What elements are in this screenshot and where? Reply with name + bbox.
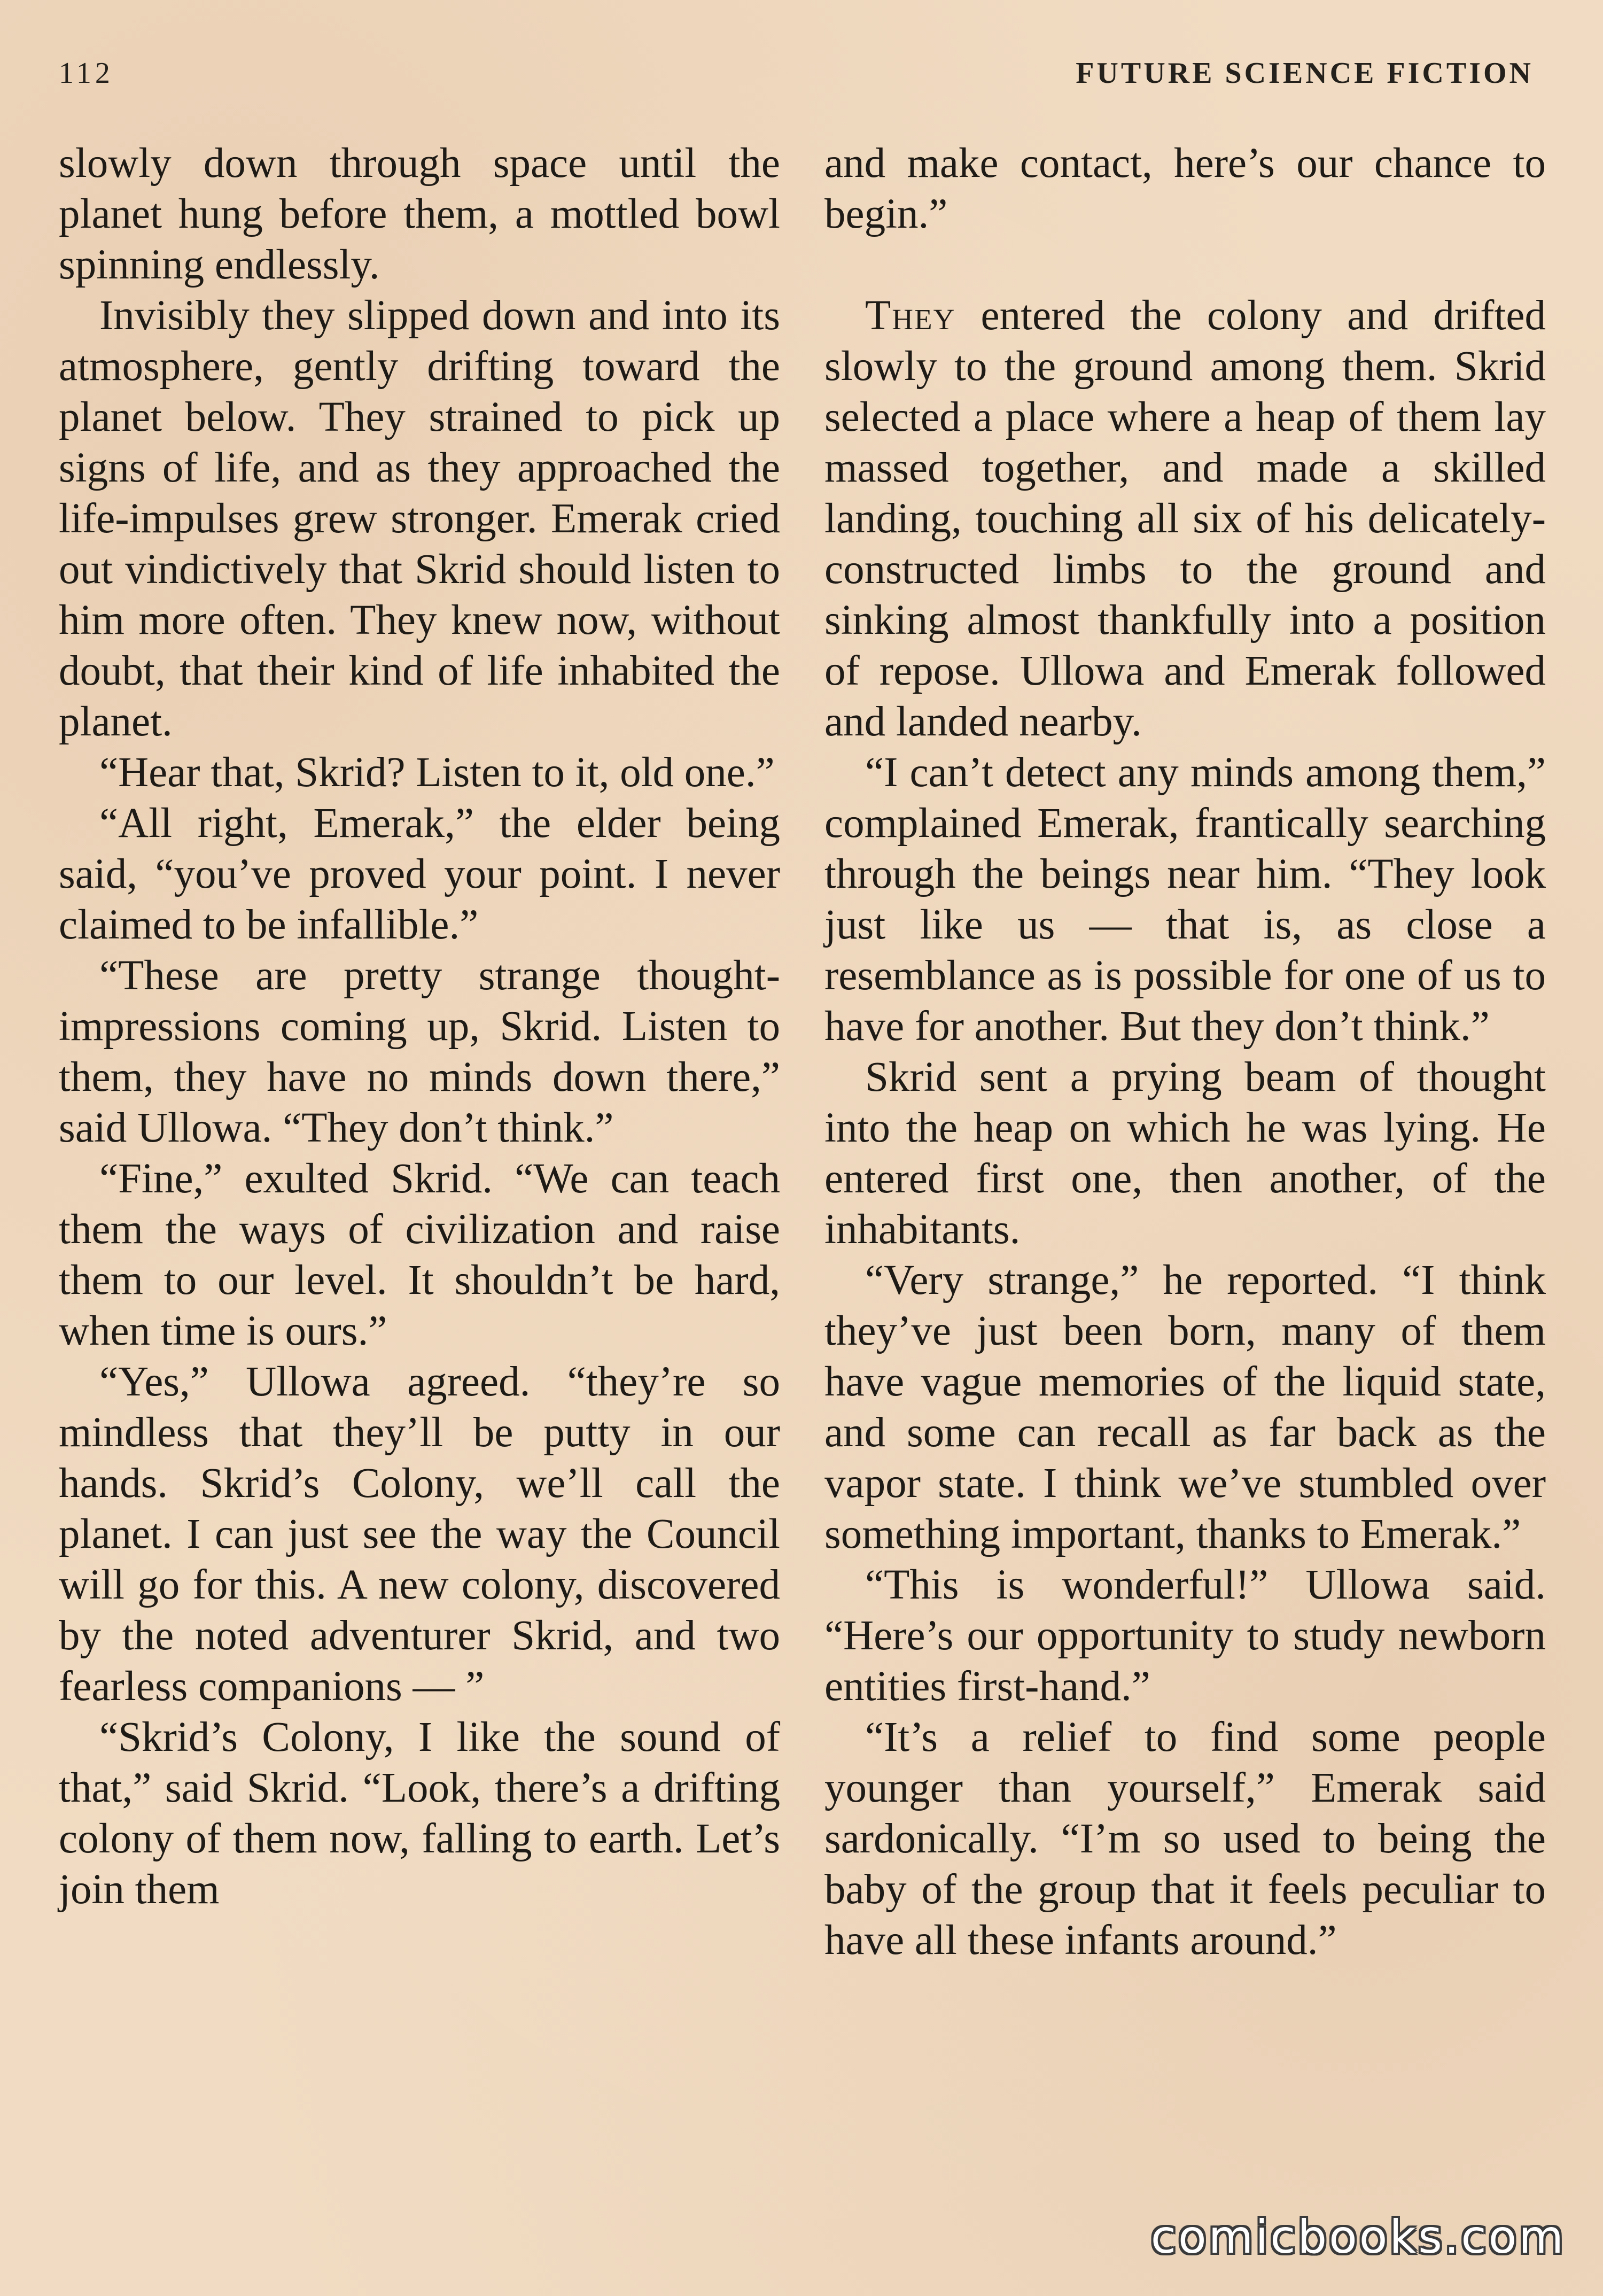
left-paragraph: “Yes,” Ullowa agreed. “they’re so mindless that they’ll be putty in our hands. Skrid’s Colony, we’ll call the planet. I can just see the way the Council will go for this. A new colony, discovered by the noted adventurer Skrid, and two fearless companions — ” [59, 1359, 780, 1710]
right-paragraph: Skrid sent a prying beam of thought into the heap on which he was lying. He entered first one, then another, of the inhabitants. [824, 1054, 1546, 1253]
running-head [59, 56, 1534, 104]
site-watermark: comicbooks.com [1150, 2210, 1566, 2264]
left-paragraph-continued: slowly down through space until the planet hung before them, a mottled bowl spinning endlessly. [59, 140, 780, 288]
left-paragraph: “Hear that, Skrid? Listen to it, old one.” [99, 749, 775, 796]
page-number: 112 [59, 57, 114, 90]
section-first-paragraph-text: entered the colony and drifted slowly to the ground among them. Skrid selected a place where a heap of them lay massed together, and made a skilled landing, touching all six of his delicately-constructed limbs to the ground and sinking almost thankfully into a position of repose. Ullowa and Emerak followed and landed nearby. [824, 292, 1546, 745]
left-paragraph: “All right, Emerak,” the elder being said, “you’ve proved your point. I never claimed to be infallible.” [59, 800, 780, 948]
right-paragraph: “I can’t detect any minds among them,” complained Emerak, frantically searching through the beings near him. “They look just like us — that is, as close a resemblance as is possible for one of us to have for another. But they don’t think.” [824, 749, 1546, 1050]
right-paragraph: “It’s a relief to find some people younger than yourself,” Emerak said sardonically. “I’m so used to being the baby of the group that it feels peculiar to have all these infants around.” [824, 1714, 1546, 1964]
section-start-paragraph [824, 290, 1546, 747]
right-paragraph-continued: and make contact, here’s our chance to begin.” [824, 140, 1546, 237]
left-column [59, 138, 780, 1915]
magazine-title: FUTURE SCIENCE FICTION [1076, 57, 1534, 90]
right-paragraph: “Very strange,” he reported. “I think they’ve just been born, many of them have vague memories of the liquid state, and some can recall as far back as the vapor state. I think we’ve stumbled over something important, thanks to Emerak.” [824, 1257, 1546, 1557]
section-lead-word: They [865, 292, 956, 339]
right-column [824, 138, 1546, 1966]
right-paragraph: “This is wonderful!” Ullowa said. “Here’s our opportunity to study newborn entities first-hand.” [824, 1562, 1546, 1710]
left-paragraph: “Skrid’s Colony, I like the sound of that,” said Skrid. “Look, there’s a drifting colony of them now, falling to earth. Let’s join them [59, 1714, 780, 1913]
left-paragraph: Invisibly they slipped down and into its atmosphere, gently drifting toward the planet below. They strained to pick up signs of life, and as they approached the life-impulses grew stronger. Emerak cried out vindictively that Skrid should listen to him more often. They knew now, without doubt, that their kind of life inhabited the planet. [59, 292, 780, 745]
left-paragraph: “These are pretty strange thought-impressions coming up, Skrid. Listen to them, they have no minds down there,” said Ullowa. “They don’t think.” [59, 952, 780, 1151]
left-paragraph: “Fine,” exulted Skrid. “We can teach them the ways of civilization and raise them to our level. It shouldn’t be hard, when time is ours.” [59, 1155, 780, 1354]
